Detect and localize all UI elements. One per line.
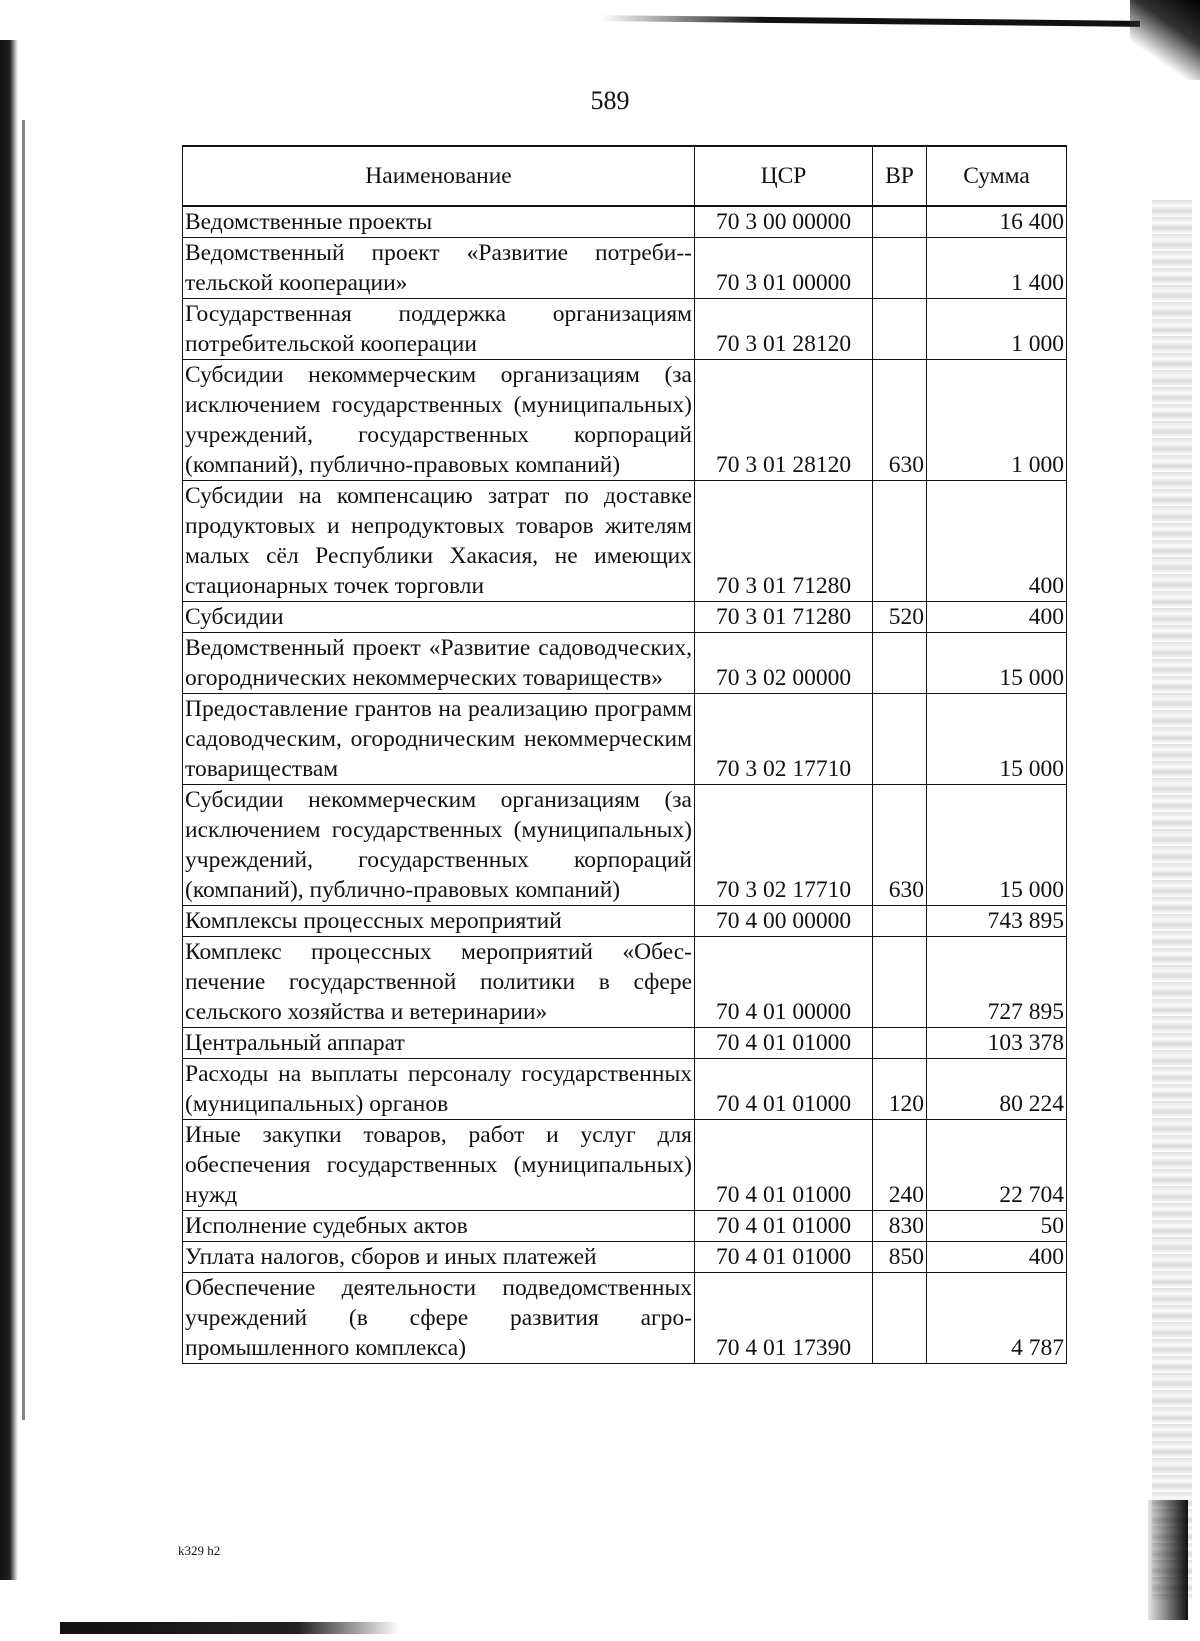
table-row: [183, 633, 1067, 694]
cell-csr: 70 3 02 17710: [695, 785, 873, 906]
cell-name: Комплексы процессных мероприятий: [183, 906, 695, 937]
cell-vr: 120: [873, 1059, 927, 1120]
cell-csr: 70 3 02 17710: [695, 694, 873, 785]
table-row: [183, 785, 1067, 906]
header-csr: ЦСР: [695, 146, 873, 206]
scan-right-dark: [1148, 1500, 1188, 1620]
header-sum: Сумма: [927, 146, 1067, 206]
cell-csr: 70 3 01 28120: [695, 360, 873, 481]
cell-name: Субсидии на компенсацию затрат по доставке продуктовых и непродуктовых товаров жителям малых сёл Республики Хакасия, не имеющих стационарных точек торговли: [183, 481, 695, 602]
cell-sum: 50: [927, 1211, 1067, 1242]
cell-sum: 80 224: [927, 1059, 1067, 1120]
cell-csr: 70 4 01 01000: [695, 1242, 873, 1273]
cell-csr: 70 4 01 17390: [695, 1273, 873, 1364]
cell-csr: 70 3 00 00000: [695, 206, 873, 238]
table-row: [183, 1120, 1067, 1211]
table-row: [183, 481, 1067, 602]
cell-name: Субсидии некоммерческим организациям (за исключением государственных (муниципальных) учреждений, государственных корпораций (компаний), публично-правовых компаний): [183, 785, 695, 906]
cell-sum: 1 400: [927, 238, 1067, 299]
table-row: [183, 1211, 1067, 1242]
table-header-row: [183, 146, 1067, 206]
cell-csr: 70 3 01 71280: [695, 481, 873, 602]
table-row: [183, 238, 1067, 299]
scan-right-corner: [1130, 0, 1200, 80]
table-row: [183, 694, 1067, 785]
cell-name: Субсидии: [183, 602, 695, 633]
cell-vr: [873, 1273, 927, 1364]
cell-vr: [873, 481, 927, 602]
cell-name: Расходы на выплаты персоналу государственных (муниципальных) органов: [183, 1059, 695, 1120]
cell-vr: 850: [873, 1242, 927, 1273]
cell-csr: 70 3 01 71280: [695, 602, 873, 633]
cell-sum: 15 000: [927, 785, 1067, 906]
table-row: [183, 906, 1067, 937]
header-vr: ВР: [873, 146, 927, 206]
cell-csr: 70 4 01 01000: [695, 1059, 873, 1120]
scan-left-line: [22, 120, 25, 1420]
header-name: Наименование: [183, 146, 695, 206]
cell-vr: [873, 906, 927, 937]
cell-name: Предоставление грантов на реализацию программ садоводческим, огородническим некоммерческим товариществам: [183, 694, 695, 785]
cell-vr: 630: [873, 360, 927, 481]
cell-name: Исполнение судебных актов: [183, 1211, 695, 1242]
cell-csr: 70 4 01 00000: [695, 937, 873, 1028]
cell-name: Обеспечение деятельности подведомственных учреждений (в сфере развития агропромышленного комплекса): [183, 1273, 695, 1364]
table-row: [183, 937, 1067, 1028]
scan-left-edge: [0, 40, 18, 1580]
cell-name: Субсидии некоммерческим организациям (за исключением государственных (муниципальных) учреждений, государственных корпораций (компаний), публично-правовых компаний): [183, 360, 695, 481]
cell-csr: 70 4 01 01000: [695, 1120, 873, 1211]
footer-code: k329 h2: [178, 1543, 221, 1558]
table-row: [183, 602, 1067, 633]
cell-sum: 4 787: [927, 1273, 1067, 1364]
cell-name: Государственная поддержка организациям потребительской кооперации: [183, 299, 695, 360]
cell-sum: 743 895: [927, 906, 1067, 937]
cell-csr: 70 4 00 00000: [695, 906, 873, 937]
cell-csr: 70 3 01 00000: [695, 238, 873, 299]
budget-table: [182, 145, 1067, 1364]
cell-sum: 103 378: [927, 1028, 1067, 1059]
scan-bottom-bar: [60, 1622, 400, 1634]
table-row: [183, 1059, 1067, 1120]
cell-sum: 15 000: [927, 633, 1067, 694]
table-row: [183, 1242, 1067, 1273]
cell-name: Комплекс процессных мероприятий «Обеспечение государственной политики в сфере сельского хозяйства и ветеринарии»: [183, 937, 695, 1028]
cell-vr: 240: [873, 1120, 927, 1211]
cell-sum: 1 000: [927, 360, 1067, 481]
cell-name: Ведомственные проекты: [183, 206, 695, 238]
cell-name: Ведомственный проект «Развитие садоводческих, огороднических некоммерческих товариществ»: [183, 633, 695, 694]
scan-right-noise: [1152, 200, 1192, 1600]
cell-vr: 520: [873, 602, 927, 633]
cell-name: Ведомственный проект «Развитие потреби-тельской кооперации»: [183, 238, 695, 299]
cell-sum: 22 704: [927, 1120, 1067, 1211]
cell-sum: 400: [927, 602, 1067, 633]
cell-name: Иные закупки товаров, работ и услуг для обеспечения государственных (муниципальных) нужд: [183, 1120, 695, 1211]
table-row: [183, 1273, 1067, 1364]
cell-sum: 400: [927, 1242, 1067, 1273]
cell-sum: 16 400: [927, 206, 1067, 238]
cell-sum: 15 000: [927, 694, 1067, 785]
table-body: [183, 206, 1067, 1364]
cell-vr: [873, 937, 927, 1028]
cell-csr: 70 4 01 01000: [695, 1028, 873, 1059]
cell-sum: 727 895: [927, 937, 1067, 1028]
table-row: [183, 299, 1067, 360]
cell-vr: [873, 633, 927, 694]
cell-vr: 830: [873, 1211, 927, 1242]
cell-vr: 630: [873, 785, 927, 906]
cell-vr: [873, 238, 927, 299]
cell-vr: [873, 1028, 927, 1059]
cell-vr: [873, 694, 927, 785]
cell-vr: [873, 206, 927, 238]
scan-top-bar: [600, 15, 1140, 27]
cell-name: Центральный аппарат: [183, 1028, 695, 1059]
cell-csr: 70 3 02 00000: [695, 633, 873, 694]
table-row: [183, 360, 1067, 481]
cell-vr: [873, 299, 927, 360]
table-row: [183, 206, 1067, 238]
page-number: 589: [590, 86, 630, 115]
cell-sum: 400: [927, 481, 1067, 602]
cell-name: Уплата налогов, сборов и иных платежей: [183, 1242, 695, 1273]
cell-sum: 1 000: [927, 299, 1067, 360]
cell-csr: 70 4 01 01000: [695, 1211, 873, 1242]
cell-csr: 70 3 01 28120: [695, 299, 873, 360]
table-row: [183, 1028, 1067, 1059]
